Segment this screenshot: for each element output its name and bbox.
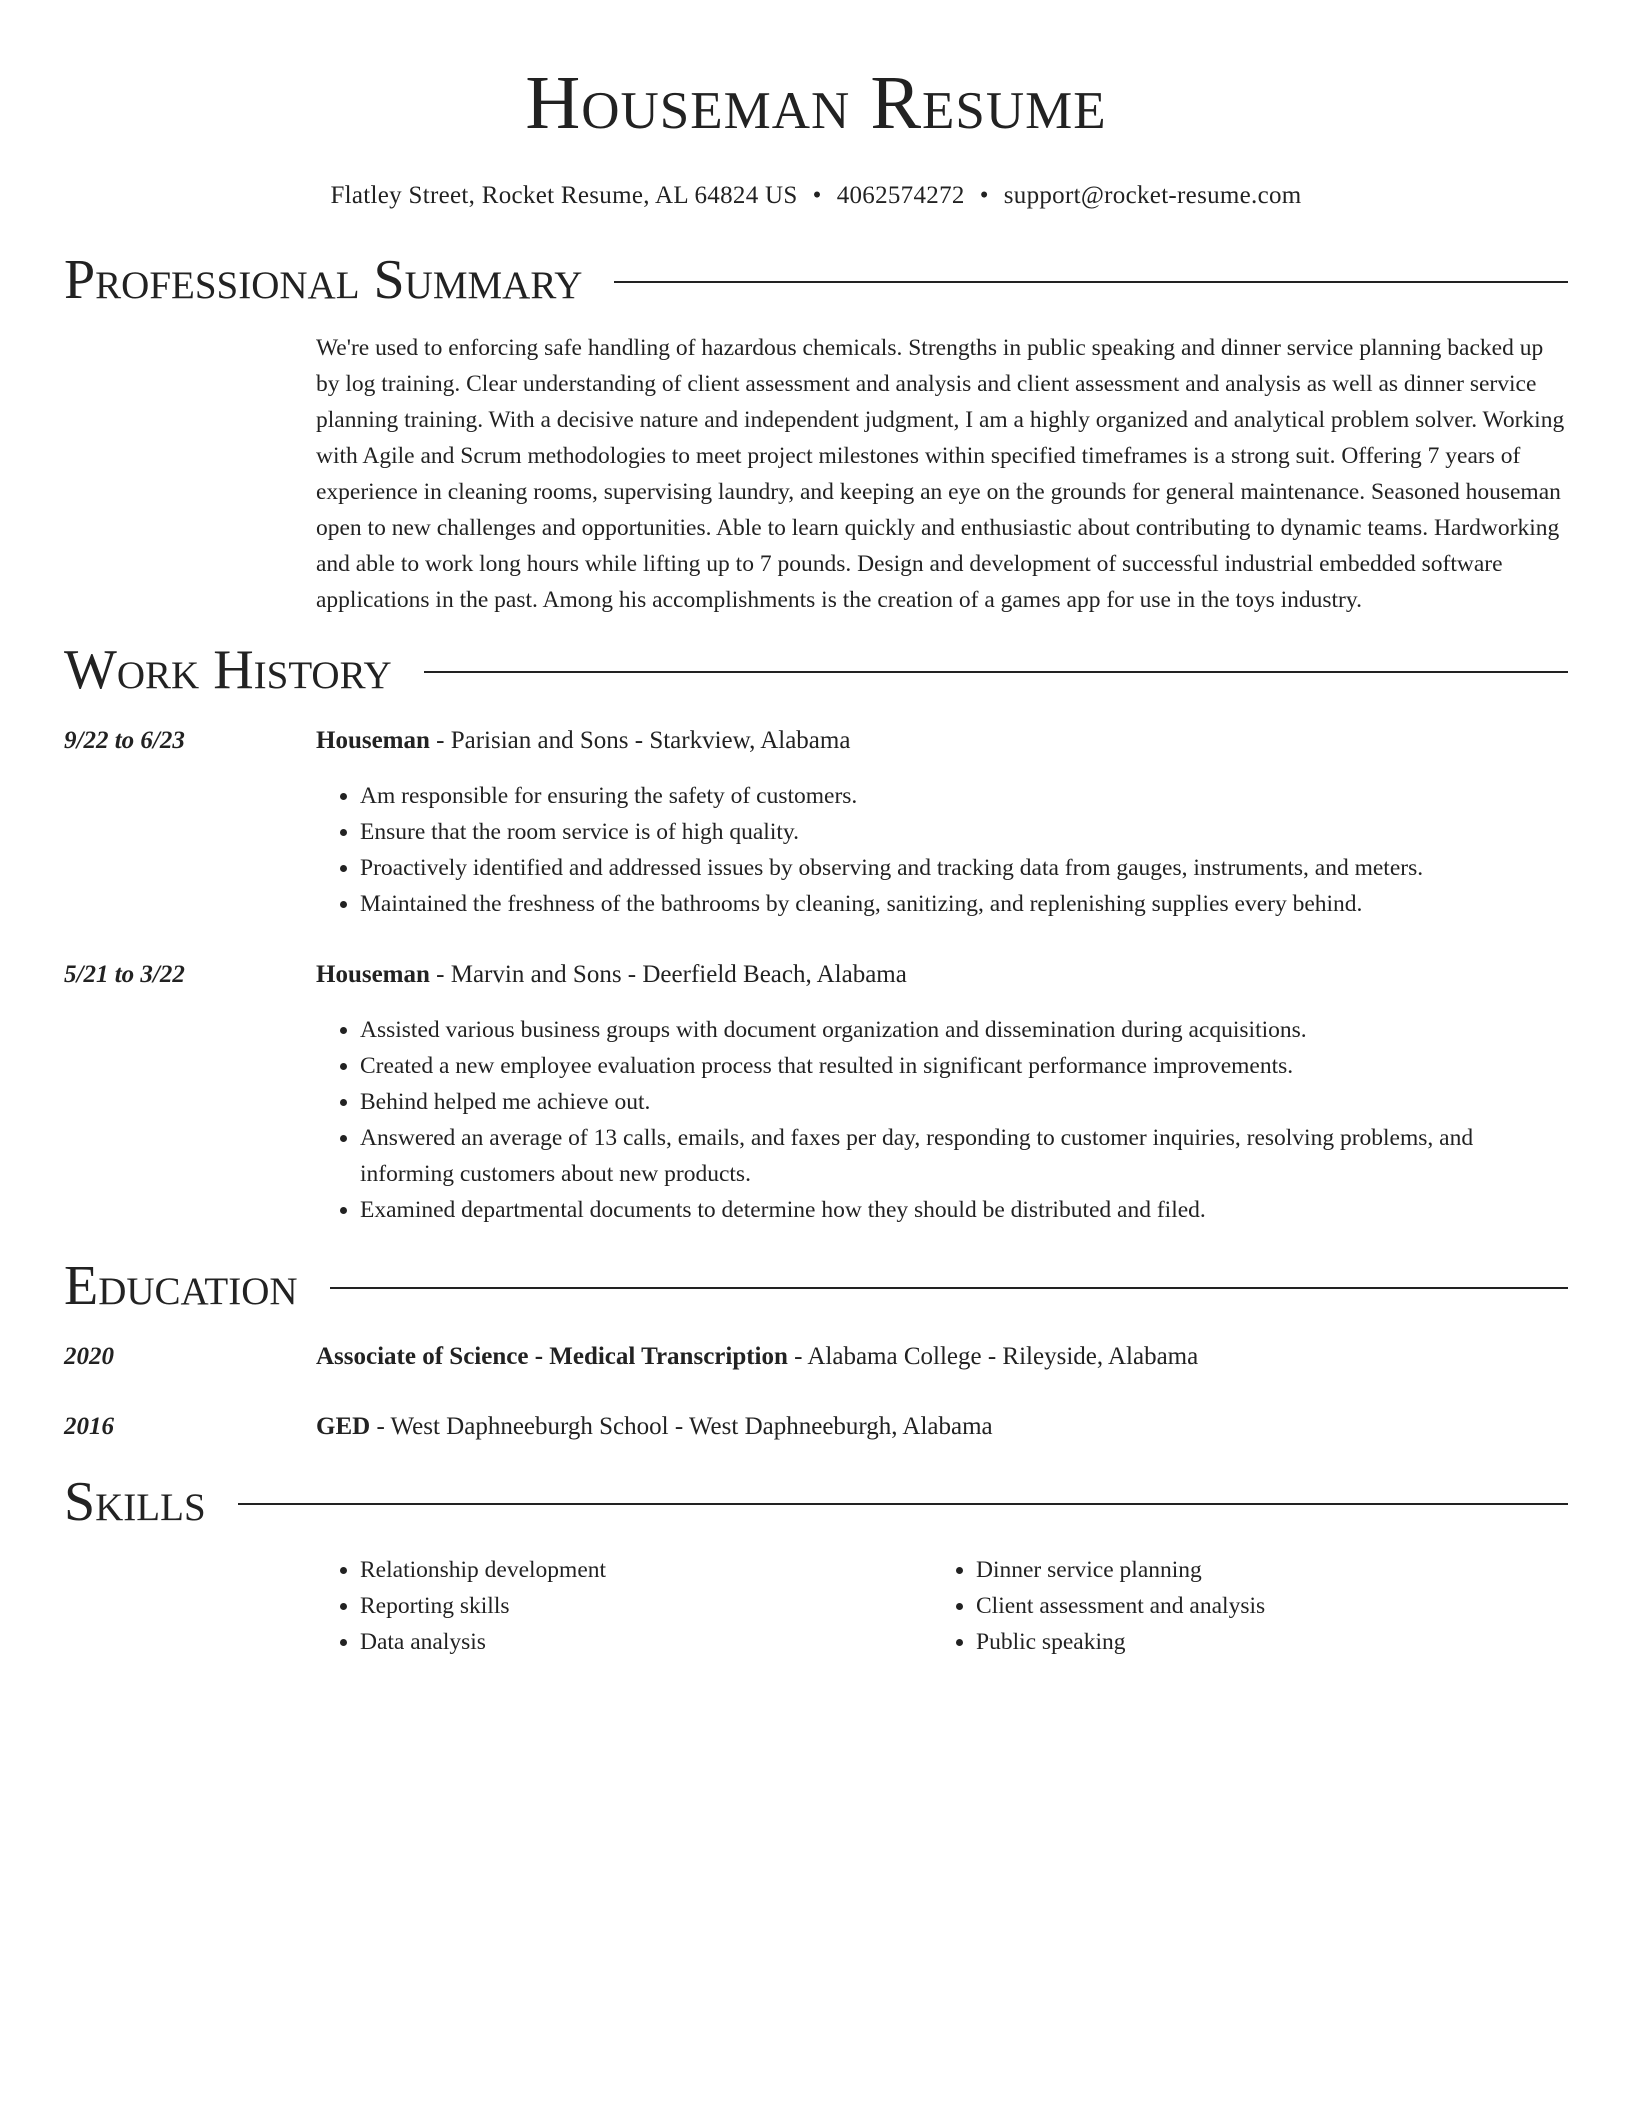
education-line (316, 1340, 1568, 1374)
phone: 4062574272 (836, 182, 965, 209)
degree: Associate of Science - Medical Transcription (316, 1343, 788, 1370)
job-title-line (316, 958, 1568, 992)
contact-line (64, 182, 1568, 210)
school-details: - Alabama College - Rileyside, Alabama (787, 1343, 1199, 1370)
job-details: - Marvin and Sons - Deerfield Beach, Alabama (429, 961, 907, 988)
skill-item: • Public speaking (976, 1624, 1548, 1660)
work-section-header (64, 638, 1568, 702)
email: support@rocket-resume.com (1003, 182, 1302, 209)
separator: • (979, 182, 989, 209)
section-heading: Education (64, 1255, 298, 1317)
job-entry (64, 958, 1568, 1228)
skills-list (316, 1552, 1568, 1660)
list-item: • Proactively identified and addressed issues by observing and tracking data from gauges, instruments, and meters. (360, 850, 1568, 886)
skill-item: • Client assessment and analysis (976, 1588, 1548, 1624)
section-divider (614, 281, 1568, 283)
section-divider (424, 671, 1568, 673)
address: Flatley Street, Rocket Resume, AL 64824 US (330, 182, 798, 209)
section-heading: Work History (64, 639, 392, 701)
list-item: • Maintained the freshness of the bathrooms by cleaning, sanitizing, and replenishing supplies every behind. (360, 886, 1568, 922)
skill-item: • Relationship development (360, 1552, 932, 1588)
skills-section-header (64, 1470, 1568, 1534)
skills-column-right (932, 1552, 1548, 1660)
skill-item: • Reporting skills (360, 1588, 932, 1624)
education-entry (64, 1410, 1568, 1444)
job-details: - Parisian and Sons - Starkview, Alabama (429, 727, 851, 754)
summary-text: We're used to enforcing safe handling of hazardous chemicals. Strengths in public speaking and dinner service planning backed up by log training. Clear understanding of client assessment and analysis and client assessment and analysis as well as dinner service planning training. With a decisive nature and independent judgment, I am a highly organized and analytical problem solver. Working with Agile and Scrum methodologies to meet project milestones within specified timeframes is a strong suit. Offering 7 years of experience in cleaning rooms, supervising laundry, and keeping an eye on the grounds for general maintenance. Seasoned houseman open to new challenges and opportunities. Able to learn quickly and enthusiastic about contributing to dynamic teams. Hardworking and able to work long hours while lifting up to 7 pounds. Design and development of successful industrial embedded software applications in the past. Among his accomplishments is the creation of a games app for use in the toys industry. (316, 335, 1565, 613)
education-entry (64, 1340, 1568, 1374)
list-item: • Assisted various business groups with document organization and dissemination during acquisitions. (360, 1012, 1568, 1048)
education-line (316, 1410, 1568, 1444)
skill-item: • Data analysis (360, 1624, 932, 1660)
skill-item: • Dinner service planning (976, 1552, 1548, 1588)
degree: GED (316, 1413, 371, 1440)
job-entry (64, 724, 1568, 922)
list-item: • Behind helped me achieve out. (360, 1084, 1568, 1120)
job-dates: 5/21 to 3/22 (64, 961, 185, 988)
job-title: Houseman (316, 961, 430, 988)
section-heading: Skills (64, 1471, 206, 1533)
school-details: - West Daphneeburgh School - West Daphneeburgh, Alabama (370, 1413, 993, 1440)
job-title: Houseman (316, 727, 430, 754)
separator: • (812, 182, 822, 209)
list-item: • Am responsible for ensuring the safety of customers. (360, 778, 1568, 814)
job-bullets (316, 778, 1568, 922)
skills-column-left (316, 1552, 932, 1660)
list-item: • Created a new employee evaluation process that resulted in significant performance improvements. (360, 1048, 1568, 1084)
list-item: • Answered an average of 13 calls, emails, and faxes per day, responding to customer inquiries, resolving problems, and informing customers about new products. (360, 1120, 1568, 1192)
section-divider (330, 1287, 1568, 1289)
job-title-line (316, 724, 1568, 758)
education-year: 2020 (64, 1343, 114, 1370)
resume-title: Houseman Resume (525, 61, 1107, 145)
education-year: 2016 (64, 1413, 114, 1440)
job-dates: 9/22 to 6/23 (64, 727, 185, 754)
list-item: • Ensure that the room service is of high quality. (360, 814, 1568, 850)
job-bullets (316, 1012, 1568, 1228)
list-item: • Examined departmental documents to determine how they should be distributed and filed. (360, 1192, 1568, 1228)
education-section-header (64, 1254, 1568, 1318)
summary-section-header (64, 248, 1568, 312)
section-heading: Professional Summary (64, 249, 583, 311)
section-divider (238, 1503, 1568, 1505)
